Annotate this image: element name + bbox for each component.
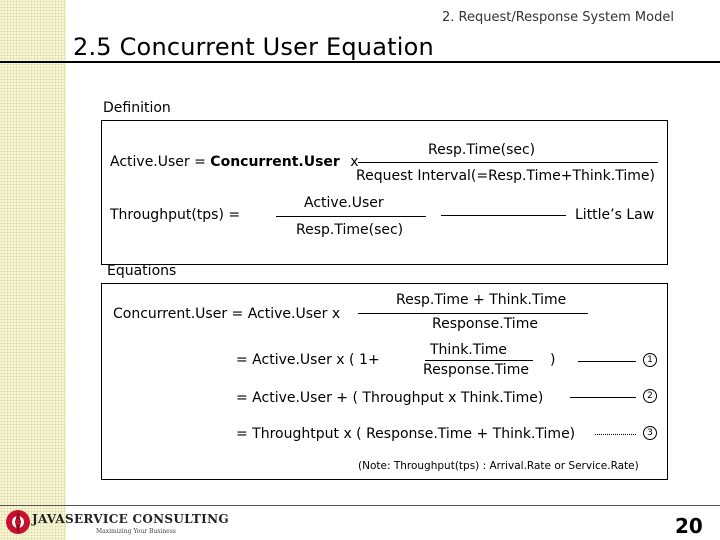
eq-line4-text: = Throughtput x ( Response.Time + Think.Time) [236,426,576,442]
eq1-times: x [350,154,359,170]
eq-line1-lhs: Concurrent.User = Active.User x [113,306,341,322]
littles-law-label: Little’s Law [575,207,655,223]
title-underline [0,61,720,63]
eq-line3-text: = Active.User + ( Throughput x Think.Time) [236,390,544,406]
eq-line2-close-paren: ) [550,352,556,368]
eq1-numerator: Resp.Time(sec) [428,142,536,158]
page-title: 2.5 Concurrent User Equation [73,33,434,61]
marker-3-circle: 3 [643,426,657,440]
logo-tagline: Maximizing Your Business [96,528,176,535]
marker-2-circle: 2 [643,389,657,403]
equations-label: Equations [107,263,177,279]
marker-1-circle: 1 [643,353,657,367]
eq-line1-numerator: Resp.Time + Think.Time [396,292,567,308]
eq1-denominator: Request Interval(=Resp.Time+Think.Time) [356,168,655,184]
littles-law-leader-line [441,215,566,216]
javaservice-logo-icon [4,508,32,536]
definition-label: Definition [103,100,171,116]
eq1-fraction-bar [358,162,658,163]
definition-eq1-lhs [110,154,359,170]
definition-eq2-lhs: Throughput(tps) = [110,207,241,223]
eq2-fraction-bar [276,216,426,217]
equations-note: (Note: Throughput(tps) : Arrival.Rate or Service.Rate) [358,460,639,472]
eq-line1-denominator: Response.Time [432,316,538,332]
footer-divider [0,505,720,506]
logo-brand-text: JAVASERVICE CONSULTING [32,512,229,526]
page-number: 20 [675,514,703,538]
company-logo [4,508,32,540]
eq2-numerator: Active.User [304,195,384,211]
definition-box [101,120,668,265]
eq-line2-numerator: Think.Time [430,342,508,358]
eq1-concurrent-user: Concurrent.User [210,154,340,170]
eq-line2-leader [578,361,636,362]
eq-line2-fraction-bar [425,360,533,361]
eq-line2-lhs: = Active.User x ( 1+ [236,352,380,368]
eq-line2-denominator: Response.Time [423,362,529,378]
eq1-lhs-text: Active.User = [110,154,211,170]
decorative-side-strip [0,0,66,540]
section-subtitle: 2. Request/Response System Model [442,10,674,25]
eq-line1-fraction-bar [358,313,588,314]
eq-line4-leader [595,434,636,435]
eq2-denominator: Resp.Time(sec) [296,222,404,238]
eq-line3-leader [570,397,636,398]
